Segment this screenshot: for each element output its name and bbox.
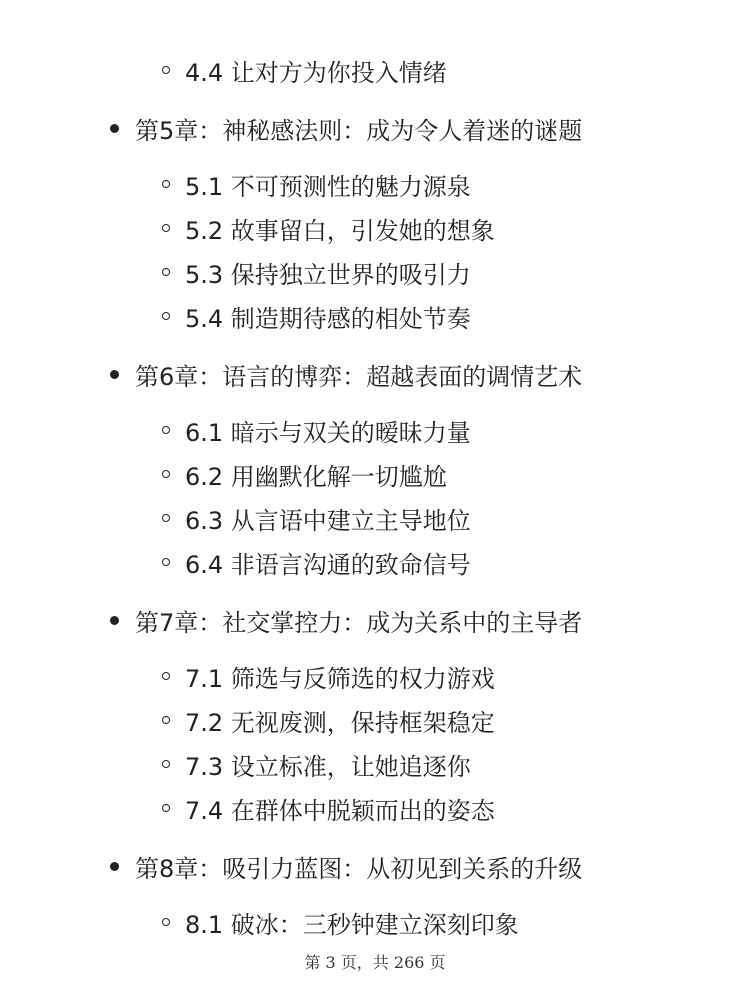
toc-subsection-text: 5.3 保持独立世界的吸引力 [185,260,471,289]
toc-chapter-text: 第8章：吸引力蓝图：从初见到关系的升级 [135,854,583,883]
toc-subsection-text: 7.4 在群体中脱颖而出的姿态 [185,796,495,825]
hollow-bullet-icon [162,66,170,74]
toc-subsection-text: 6.3 从言语中建立主导地位 [185,506,471,535]
toc-chapter-item [110,354,582,394]
filled-bullet-icon [110,124,119,133]
hollow-bullet-icon [162,760,170,768]
toc-subsection-text: 6.1 暗示与双关的暧昧力量 [185,418,471,447]
toc-chapter-text: 第5章：神秘感法则：成为令人着迷的谜题 [135,116,583,145]
toc-chapter-text: 第7章：社交掌控力：成为关系中的主导者 [135,608,583,637]
toc-subsection-text: 5.4 制造期待感的相处节奏 [185,304,471,333]
hollow-bullet-icon [162,918,170,926]
toc-subsection-item [162,902,519,942]
filled-bullet-icon [110,616,119,625]
toc-subsection-item [162,656,495,696]
page-footer: 第 3 页，共 266 页 [304,953,446,972]
toc-subsection-item [162,252,471,292]
toc-subsection-item [162,744,471,784]
toc-subsection-text: 7.1 筛选与反筛选的权力游戏 [185,664,495,693]
toc-subsection-item [162,788,495,828]
toc-subsection-item [162,164,471,204]
toc-subsection-text: 4.4 让对方为你投入情绪 [185,58,447,87]
hollow-bullet-icon [162,672,170,680]
toc-subsection-item [162,50,447,90]
toc-subsection-text: 8.1 破冰：三秒钟建立深刻印象 [185,910,519,939]
toc-subsection-item [162,454,447,494]
hollow-bullet-icon [162,514,170,522]
hollow-bullet-icon [162,716,170,724]
hollow-bullet-icon [162,470,170,478]
hollow-bullet-icon [162,180,170,188]
toc-subsection-text: 7.2 无视废测，保持框架稳定 [185,708,495,737]
toc-subsection-text: 6.4 非语言沟通的致命信号 [185,550,471,579]
toc-subsection-text: 7.3 设立标准，让她追逐你 [185,752,471,781]
filled-bullet-icon [110,370,119,379]
hollow-bullet-icon [162,426,170,434]
toc-subsection-text: 5.2 故事留白，引发她的想象 [185,216,495,245]
toc-subsection-item [162,542,471,582]
toc-chapter-text: 第6章：语言的博弈：超越表面的调情艺术 [135,362,583,391]
hollow-bullet-icon [162,558,170,566]
toc-subsection-item [162,700,495,740]
hollow-bullet-icon [162,312,170,320]
toc-chapter-item [110,108,582,148]
hollow-bullet-icon [162,268,170,276]
toc-subsection-item [162,208,495,248]
toc-subsection-item [162,410,471,450]
toc-chapter-item [110,600,582,640]
hollow-bullet-icon [162,224,170,232]
filled-bullet-icon [110,862,119,871]
toc-chapter-item [110,846,582,886]
toc-subsection-text: 6.2 用幽默化解一切尴尬 [185,462,447,491]
toc-subsection-item [162,296,471,336]
toc-subsection-text: 5.1 不可预测性的魅力源泉 [185,172,471,201]
toc-subsection-item [162,498,471,538]
hollow-bullet-icon [162,804,170,812]
